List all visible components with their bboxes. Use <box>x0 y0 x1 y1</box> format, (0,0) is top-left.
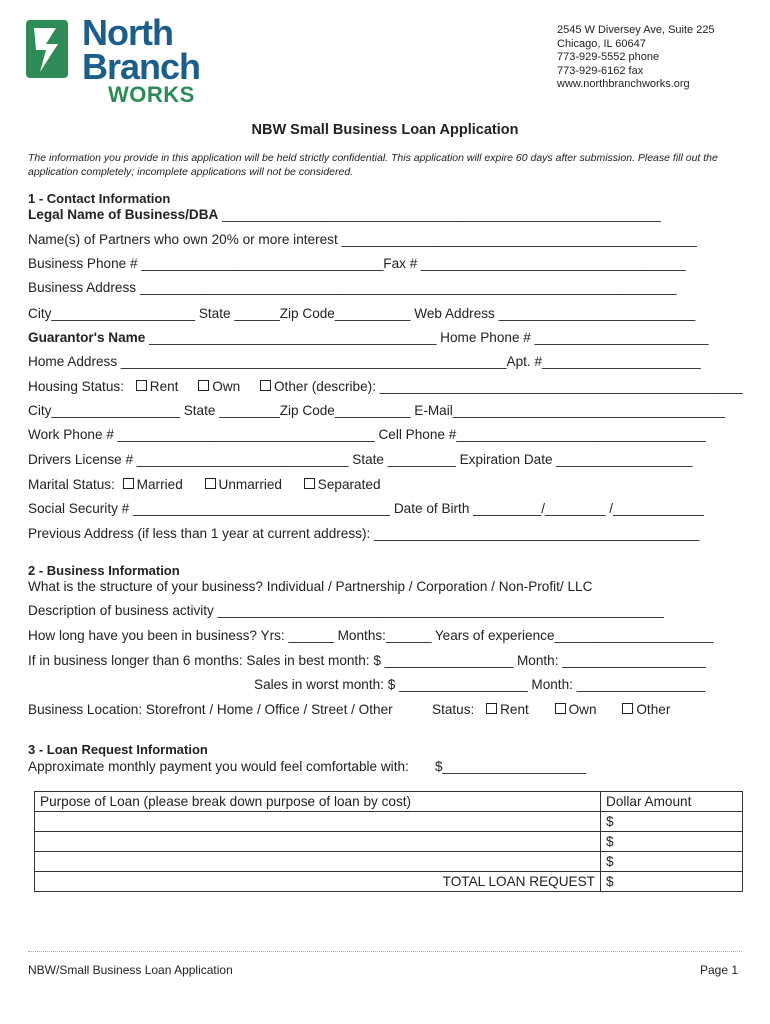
status-rent-checkbox[interactable] <box>486 703 497 714</box>
drivers-license-field[interactable]: Drivers License # ____________________________ State _________ Expiration Date __________________ <box>28 452 693 467</box>
amount-header: Dollar Amount <box>601 792 743 812</box>
legal-name-label: Legal Name of Business/DBA <box>28 207 219 222</box>
page-title: NBW Small Business Loan Application <box>251 122 519 138</box>
guarantor-blank: ______________________________________ Home Phone # _______________________ <box>145 330 709 345</box>
table-row <box>35 832 743 852</box>
previous-address-field[interactable]: Previous Address (if less than 1 year at current address): ___________________________________________ <box>28 526 700 541</box>
footer-document-name: NBW/Small Business Loan Application <box>28 963 233 977</box>
purpose-cell[interactable] <box>35 832 601 852</box>
address-fax: 773-929-6162 fax <box>557 64 644 77</box>
monthly-payment-field[interactable]: $___________________ <box>435 759 587 774</box>
marital-married-label: Married <box>136 477 183 492</box>
housing-status-row <box>28 379 743 394</box>
city-state-zip-field[interactable]: City___________________ State ______Zip Code__________ Web Address __________________________ <box>28 306 696 321</box>
business-duration-field[interactable]: How long have you been in business? Yrs: ______ Months:______ Years of experience_____________________ <box>28 628 714 643</box>
total-label: TOTAL LOAN REQUEST <box>35 872 601 892</box>
city-state-email-field[interactable]: City_________________ State ________Zip Code__________ E-Mail____________________________________ <box>28 403 725 418</box>
business-location-field[interactable]: Business Location: Storefront / Home / Office / Street / Other <box>28 702 393 717</box>
partners-field[interactable]: Name(s) of Partners who own 20% or more interest _______________________________________________ <box>28 232 697 247</box>
marital-married-checkbox[interactable] <box>123 478 134 489</box>
purpose-cell[interactable] <box>35 812 601 832</box>
logo-text-works: WORKS <box>108 82 195 107</box>
north-branch-works-logo <box>26 12 226 108</box>
ssn-dob-field[interactable]: Social Security # __________________________________ Date of Birth _________/________ /____________ <box>28 501 704 516</box>
housing-other-label[interactable]: Other (describe): ________________________________________________ <box>273 379 743 394</box>
marital-separated-checkbox[interactable] <box>304 478 315 489</box>
address-web: www.northbranchworks.org <box>557 78 690 90</box>
logo-text-branch: Branch <box>82 46 201 87</box>
legal-name-field[interactable] <box>28 207 661 222</box>
guarantor-field[interactable] <box>28 330 709 345</box>
business-description-field[interactable]: Description of business activity ___________________________________________________________ <box>28 603 664 618</box>
housing-rent-label: Rent <box>149 379 179 394</box>
status-rent-label: Rent <box>500 702 529 717</box>
housing-own-checkbox[interactable] <box>198 380 209 391</box>
address-phone: 773-929-5552 phone <box>557 51 660 63</box>
address-city: Chicago, IL 60647 <box>557 37 646 50</box>
loan-purpose-table <box>34 791 743 892</box>
business-status-label: Status: <box>432 702 475 717</box>
legal-name-blank: __________________________________________________________ <box>218 207 661 222</box>
purpose-cell[interactable] <box>35 852 601 872</box>
table-row <box>35 852 743 872</box>
footer-divider <box>28 951 742 952</box>
address-street: 2545 W Diversey Ave, Suite 225 <box>557 24 715 36</box>
amount-cell[interactable]: $ <box>601 852 743 872</box>
business-address-field[interactable]: Business Address _______________________________________________________________________ <box>28 280 677 295</box>
worst-month-sales-field[interactable]: Sales in worst month: $ _________________ Month: _________________ <box>254 677 706 692</box>
table-header-row <box>35 792 743 812</box>
business-structure-field[interactable]: What is the structure of your business? Individual / Partnership / Corporation / Non-Profit/ LLC <box>28 579 593 594</box>
section2-heading: 2 - Business Information <box>28 563 180 578</box>
monthly-payment-label: Approximate monthly payment you would feel comfortable with: <box>28 759 409 774</box>
business-status-row <box>432 702 670 717</box>
logo-mark-icon <box>26 20 74 80</box>
status-other-checkbox[interactable] <box>622 703 633 714</box>
section1-heading: 1 - Contact Information <box>28 191 171 206</box>
total-amount-cell[interactable]: $ <box>601 872 743 892</box>
section3-heading: 3 - Loan Request Information <box>28 742 208 757</box>
status-own-checkbox[interactable] <box>555 703 566 714</box>
logo-text-north: North <box>82 12 173 53</box>
status-other-label: Other <box>636 702 671 717</box>
guarantor-label: Guarantor's Name <box>28 330 146 345</box>
marital-unmarried-label: Unmarried <box>218 477 282 492</box>
total-row <box>35 872 743 892</box>
footer-page-number: Page 1 <box>700 963 739 977</box>
purpose-header: Purpose of Loan (please break down purpose of loan by cost) <box>35 792 601 812</box>
housing-rent-checkbox[interactable] <box>136 380 147 391</box>
marital-unmarried-checkbox[interactable] <box>205 478 216 489</box>
table-row <box>35 812 743 832</box>
address-block <box>557 24 715 92</box>
intro-text: The information you provide in this application will be held strictly confidential. This application will expire 60 days after submission. Please fill out the application completely; incomplete applications will not be considered. <box>28 152 718 178</box>
work-cell-phone-field[interactable]: Work Phone # __________________________________ Cell Phone #_________________________________ <box>28 427 706 442</box>
amount-cell[interactable]: $ <box>601 812 743 832</box>
best-month-sales-field[interactable]: If in business longer than 6 months: Sales in best month: $ _________________ Month: ___________________ <box>28 653 706 668</box>
amount-cell[interactable]: $ <box>601 832 743 852</box>
marital-separated-label: Separated <box>317 477 381 492</box>
marital-status-row <box>28 477 381 492</box>
home-address-field[interactable]: Home Address ___________________________________________________Apt. #_____________________ <box>28 354 701 369</box>
housing-own-label: Own <box>212 379 241 394</box>
marital-status-label: Marital Status: <box>28 477 115 492</box>
housing-status-label: Housing Status: <box>28 379 124 394</box>
phone-fax-field[interactable]: Business Phone # ________________________________Fax # ___________________________________ <box>28 256 686 271</box>
status-own-label: Own <box>568 702 597 717</box>
housing-other-checkbox[interactable] <box>260 380 271 391</box>
